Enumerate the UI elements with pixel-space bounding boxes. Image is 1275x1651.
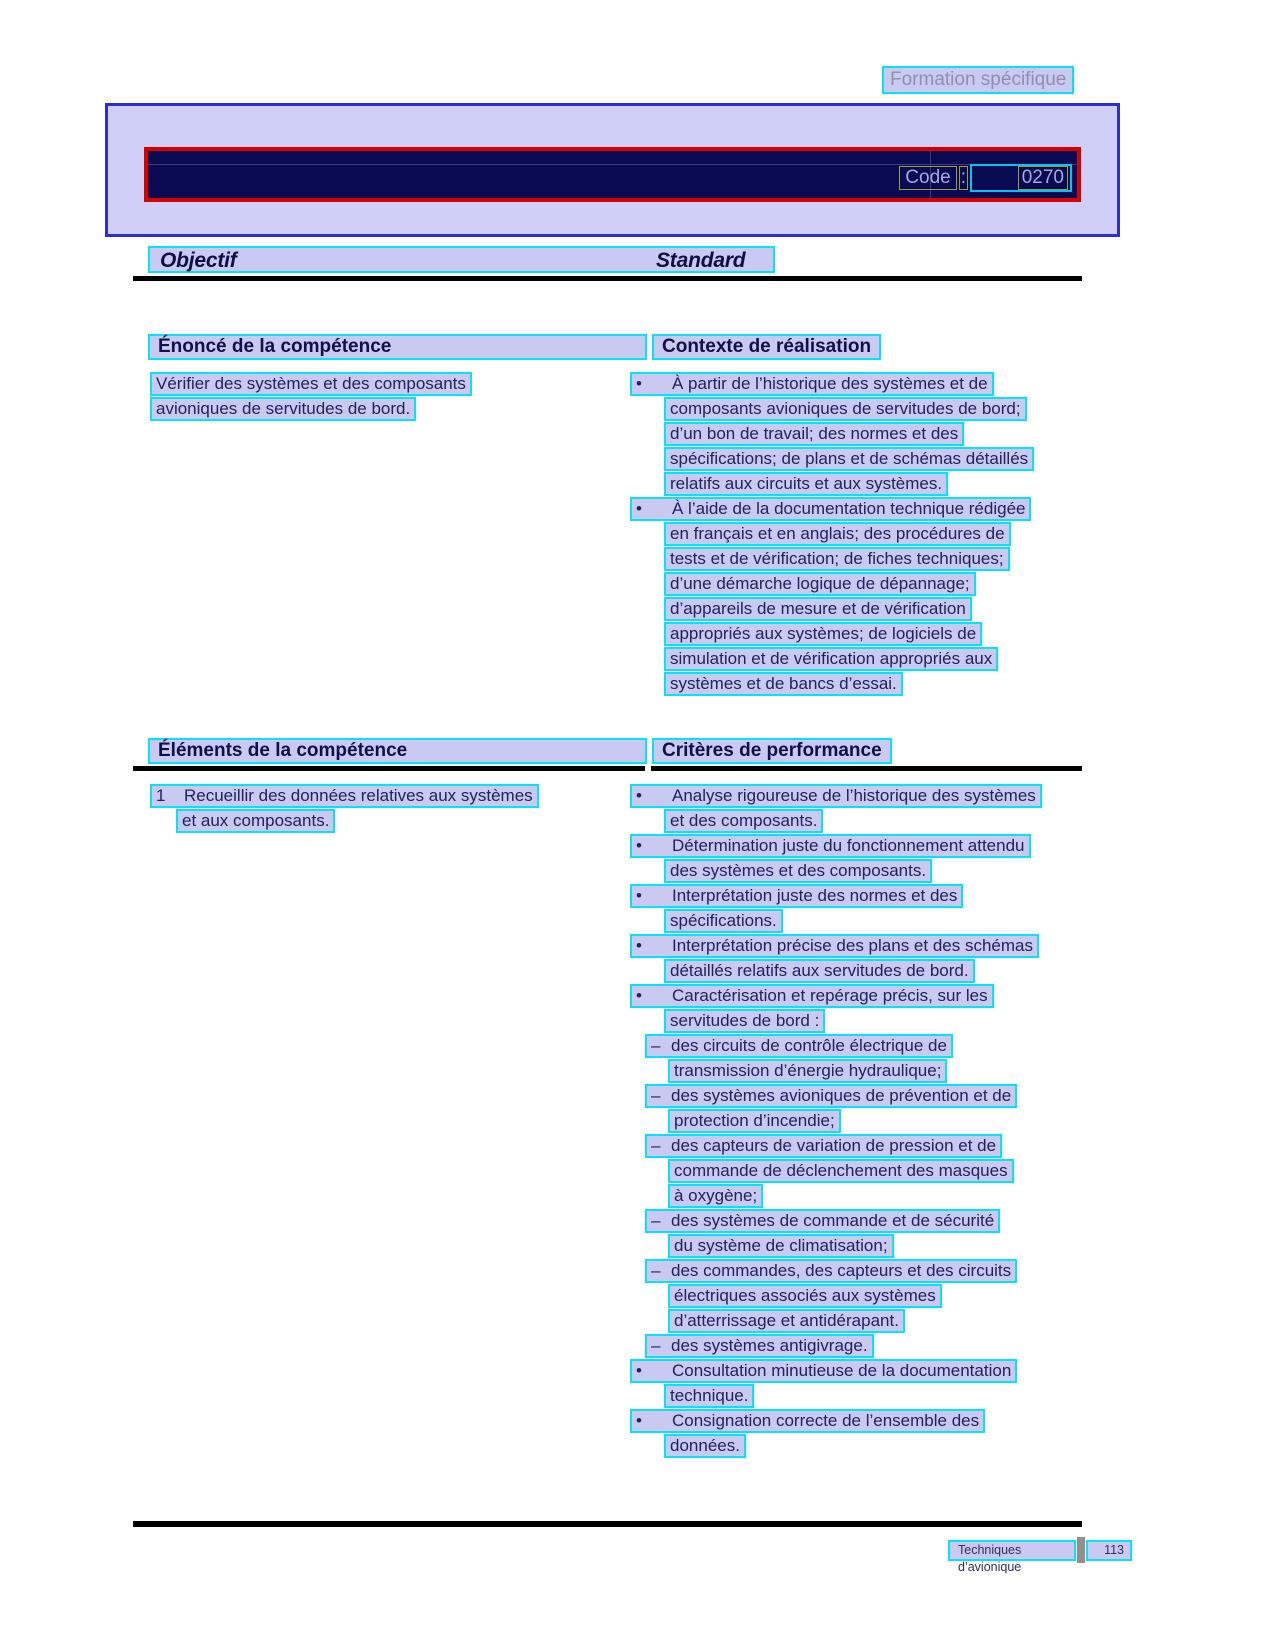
- text-line-continuation: [664, 547, 1010, 571]
- text-line-continuation: [668, 1309, 905, 1333]
- text-line: [630, 1359, 1017, 1383]
- line-text: en français et en anglais; des procédures de: [670, 524, 1005, 543]
- horizontal-rule: [133, 276, 1082, 281]
- line-text: d’un bon de travail; des normes et des: [670, 424, 959, 443]
- text-line-continuation: [664, 597, 972, 621]
- text-line-continuation: [668, 1234, 894, 1258]
- line-text: Consultation minutieuse de la documentation: [672, 1361, 1012, 1380]
- text-line-continuation: [668, 1159, 1014, 1183]
- line-text: Recueillir des données relatives aux systèmes: [184, 786, 533, 805]
- footer-page-number: 113: [1086, 1540, 1132, 1561]
- line-text: systèmes et de bancs d’essai.: [670, 674, 897, 693]
- line-text: électriques associés aux systèmes: [674, 1286, 936, 1305]
- section1-left-header: Énoncé de la compétence: [148, 334, 647, 360]
- text-line-continuation: [664, 1009, 825, 1033]
- text-line: [645, 1209, 1000, 1233]
- text-line-continuation: [664, 472, 948, 496]
- horizontal-rule-left: [133, 766, 645, 771]
- title-banner: [105, 103, 1120, 237]
- line-text: données.: [670, 1436, 740, 1455]
- line-text: spécifications.: [670, 911, 777, 930]
- line-text: Vérifier des systèmes et des composants: [156, 374, 466, 393]
- text-line: [630, 372, 994, 396]
- line-text: simulation et de vérification appropriés aux: [670, 649, 993, 668]
- dash-marker-icon: –: [651, 1036, 661, 1055]
- table1-header-bar: [148, 246, 775, 273]
- dash-marker-icon: –: [651, 1261, 661, 1280]
- line-text: Détermination juste du fonctionnement attendu: [672, 836, 1025, 855]
- line-text: des systèmes et des composants.: [670, 861, 927, 880]
- line-text: tests et de vérification; de fiches techniques;: [670, 549, 1004, 568]
- bullet-marker-icon: •: [636, 1411, 642, 1430]
- text-line-continuation: [664, 397, 1027, 421]
- text-line-continuation: [664, 447, 1034, 471]
- line-text: transmission d’énergie hydraulique;: [674, 1061, 942, 1080]
- line-text: d’appareils de mesure et de vérification: [670, 599, 966, 618]
- line-text: commande de déclenchement des masques: [674, 1161, 1008, 1180]
- code-row: [899, 164, 1072, 192]
- line-text: des systèmes antigivrage.: [671, 1336, 868, 1355]
- code-value-box: [970, 164, 1072, 192]
- bullet-marker-icon: •: [636, 499, 642, 518]
- text-line-continuation: [664, 522, 1011, 546]
- text-line: [630, 497, 1031, 521]
- bullet-marker-icon: •: [636, 374, 642, 393]
- line-text: À l’aide de la documentation technique rédigée: [672, 499, 1026, 518]
- text-line: [150, 372, 472, 396]
- line-text: À partir de l’historique des systèmes et de: [672, 374, 988, 393]
- line-text: Interprétation juste des normes et des: [672, 886, 958, 905]
- section2-right-header: Critères de performance: [652, 738, 892, 764]
- section1-right-header: Contexte de réalisation: [652, 334, 881, 360]
- bullet-marker-icon: •: [636, 836, 642, 855]
- line-text: d’une démarche logique de dépannage;: [670, 574, 970, 593]
- item-number: 1: [156, 786, 166, 805]
- text-line-continuation: [664, 672, 903, 696]
- dash-marker-icon: –: [651, 1211, 661, 1230]
- text-line: [645, 1259, 1017, 1283]
- title-panel-inner: [148, 151, 1077, 198]
- text-line: [630, 934, 1039, 958]
- competency-elements-list: [150, 784, 539, 834]
- line-text: servitudes de bord :: [670, 1011, 820, 1030]
- footer-rule: [133, 1521, 1082, 1527]
- text-line: [630, 1409, 985, 1433]
- line-text: à oxygène;: [674, 1186, 758, 1205]
- title-panel: [144, 147, 1081, 202]
- text-line-continuation: [668, 1109, 841, 1133]
- realization-context-list: [630, 372, 1034, 697]
- text-line-continuation: [664, 422, 964, 446]
- line-text: des systèmes avioniques de prévention et de: [671, 1086, 1012, 1105]
- code-value: 0270: [1018, 166, 1068, 190]
- line-text: Consignation correcte de l’ensemble des: [672, 1411, 980, 1430]
- line-text: des commandes, des capteurs et des circuits: [671, 1261, 1012, 1280]
- dash-marker-icon: –: [651, 1086, 661, 1105]
- competency-statement: [150, 372, 472, 422]
- line-text: des capteurs de variation de pression et de: [671, 1136, 997, 1155]
- text-line-continuation: [668, 1059, 947, 1083]
- text-line-continuation: [664, 572, 976, 596]
- line-text: Caractérisation et repérage précis, sur les: [672, 986, 988, 1005]
- code-separator: :: [960, 167, 966, 188]
- text-line-continuation: [664, 809, 823, 833]
- text-line-continuation: [668, 1184, 763, 1208]
- performance-criteria-list: [630, 784, 1042, 1459]
- text-line: [645, 1134, 1002, 1158]
- bullet-marker-icon: •: [636, 1361, 642, 1380]
- text-line: [630, 984, 994, 1008]
- text-line-continuation: [150, 397, 416, 421]
- line-text: Analyse rigoureuse de l’historique des systèmes: [672, 786, 1036, 805]
- text-line-continuation: [668, 1284, 942, 1308]
- line-text: détaillés relatifs aux servitudes de bord.: [670, 961, 969, 980]
- text-line: [645, 1034, 953, 1058]
- line-text: spécifications; de plans et de schémas détaillés: [670, 449, 1029, 468]
- dash-marker-icon: –: [651, 1336, 661, 1355]
- line-text: protection d’incendie;: [674, 1111, 835, 1130]
- code-label: Code: [899, 166, 956, 190]
- page-footer: [948, 1537, 1132, 1574]
- text-line-continuation: [664, 1434, 746, 1458]
- line-text: technique.: [670, 1386, 749, 1405]
- running-head: Formation spécifique: [882, 66, 1074, 94]
- text-line-continuation: [664, 647, 998, 671]
- footer-divider: [1077, 1537, 1085, 1563]
- line-text: Interprétation précise des plans et des schémas: [672, 936, 1033, 955]
- line-text: d’atterrissage et antidérapant.: [674, 1311, 899, 1330]
- line-text: et des composants.: [670, 811, 818, 830]
- bullet-marker-icon: •: [636, 786, 642, 805]
- bullet-marker-icon: •: [636, 986, 642, 1005]
- text-line-continuation: [664, 859, 932, 883]
- text-line: [630, 834, 1031, 858]
- dash-marker-icon: –: [651, 1136, 661, 1155]
- text-line-continuation: [664, 622, 982, 646]
- bullet-marker-icon: •: [636, 886, 642, 905]
- text-line: [645, 1334, 874, 1358]
- text-line: [630, 884, 963, 908]
- text-line: [150, 784, 539, 808]
- text-line-continuation: [664, 959, 975, 983]
- column-header-standard: Standard: [656, 249, 746, 272]
- text-line-continuation: [664, 1384, 754, 1408]
- text-line: [645, 1084, 1017, 1108]
- text-line-continuation: [664, 909, 783, 933]
- line-text: des circuits de contrôle électrique de: [671, 1036, 947, 1055]
- line-text: avioniques de servitudes de bord.: [156, 399, 411, 418]
- line-text: et aux composants.: [182, 811, 330, 830]
- text-line-continuation: [176, 809, 335, 833]
- column-header-objectif: Objectif: [160, 249, 237, 272]
- line-text: du système de climatisation;: [674, 1236, 888, 1255]
- horizontal-rule-right: [651, 766, 1082, 771]
- line-text: relatifs aux circuits et aux systèmes.: [670, 474, 943, 493]
- section2-left-header: Éléments de la compétence: [148, 738, 647, 764]
- line-text: appropriés aux systèmes; de logiciels de: [670, 624, 977, 643]
- line-text: des systèmes de commande et de sécurité: [671, 1211, 995, 1230]
- text-line: [630, 784, 1042, 808]
- footer-doc-title: Techniques d’avionique: [948, 1540, 1076, 1561]
- bullet-marker-icon: •: [636, 936, 642, 955]
- line-text: composants avioniques de servitudes de bord;: [670, 399, 1021, 418]
